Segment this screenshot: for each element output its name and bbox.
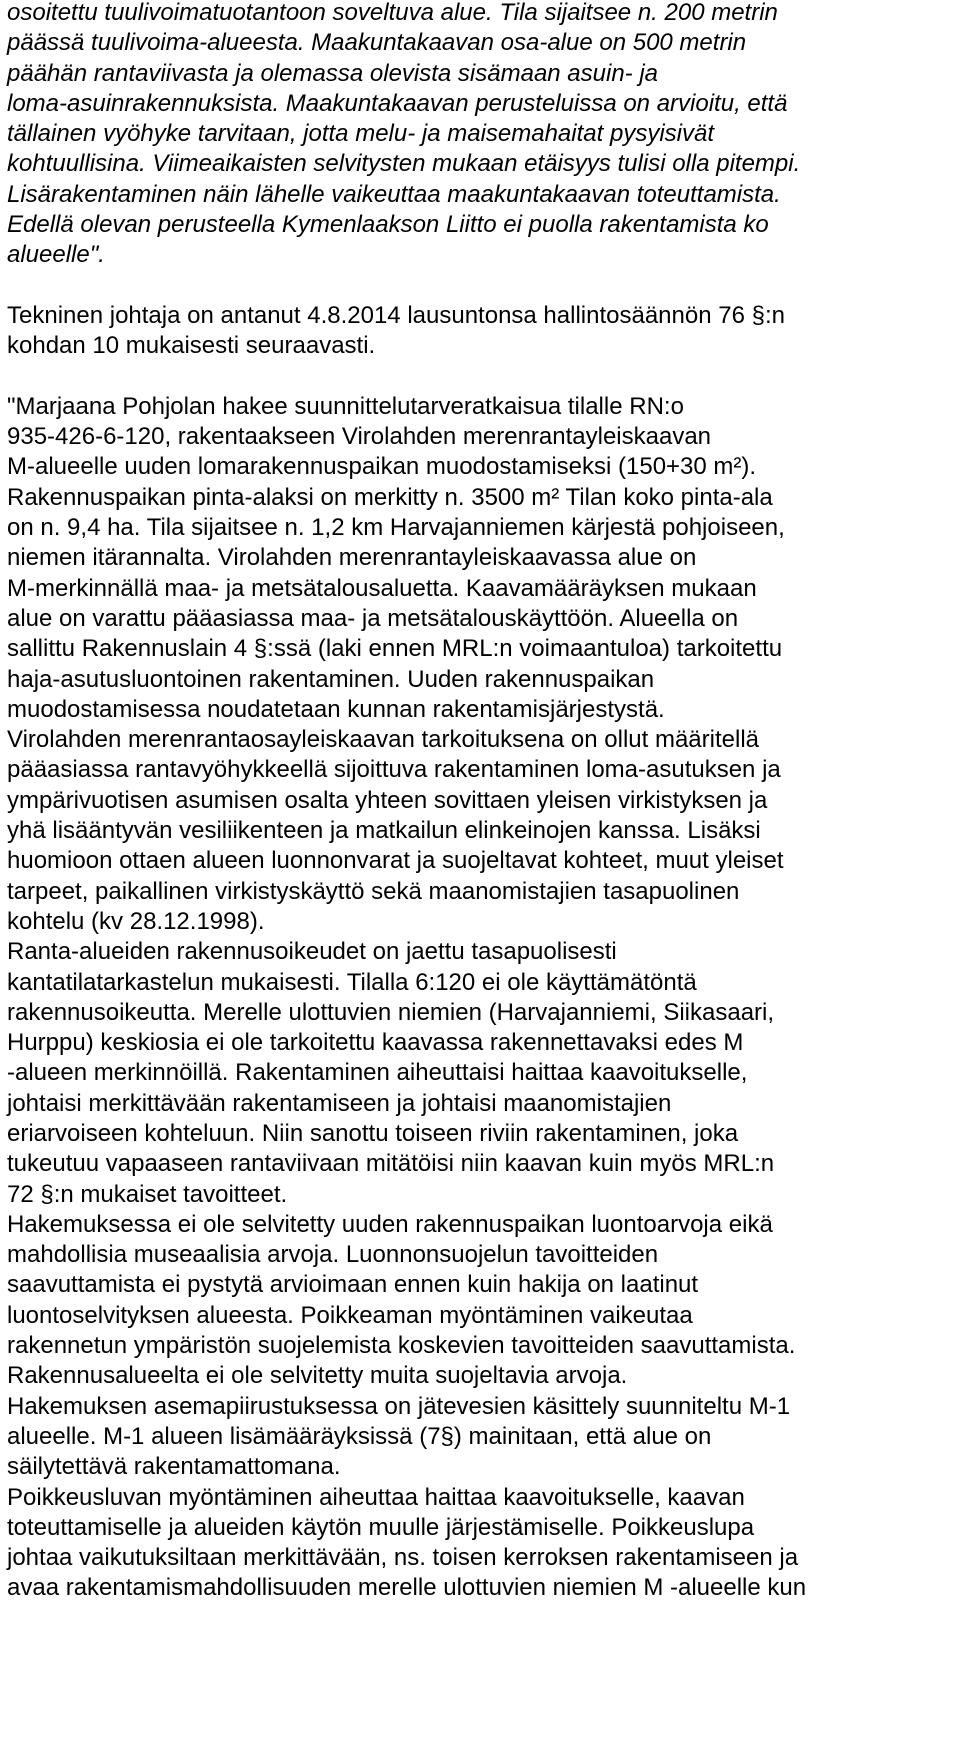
quoted-statement — [7, 0, 957, 271]
text-line: -alueen merkinnöillä. Rakentaminen aiheuttaisi haittaa kaavoitukselle, — [7, 1059, 748, 1087]
text-line: sallittu Rakennuslain 4 §:ssä (laki ennen MRL:n voimaantuloa) tarkoitettu — [7, 635, 783, 663]
text-line: Virolahden merenrantaosayleiskaavan tarkoituksena on ollut määritellä — [7, 726, 759, 754]
text-line: Hakemuksessa ei ole selvitetty uuden rakennuspaikan luontoarvoja eikä — [7, 1210, 773, 1238]
text-line: rakennetun ympäristön suojelemista koskevien tavoitteiden saavuttamista. — [7, 1332, 796, 1360]
text-line: niemen itärannalta. Virolahden merenrantayleiskaavassa alue on — [7, 544, 697, 572]
text-line: Lisärakentaminen näin lähelle vaikeuttaa maakuntakaavan toteuttamista. — [7, 180, 781, 208]
paragraph-gap — [7, 271, 957, 301]
text-line: pääasiassa rantavyöhykkeellä sijoittuva rakentaminen loma-asutuksen ja — [7, 756, 781, 784]
text-line: tukeutuu vapaaseen rantaviivaan mitätöisi niin kaavan kuin myös MRL:n — [7, 1150, 775, 1178]
text-line: alueelle. M-1 alueen lisämääräyksissä (7§) mainitaan, että alue on — [7, 1422, 712, 1450]
text-line: alueelle". — [7, 241, 105, 269]
text-line: päähän rantaviivasta ja olemassa olevista sisämaan asuin- ja — [7, 59, 659, 87]
text-line: M-merkinnällä maa- ja metsätalousaluetta. Kaavamääräyksen mukaan — [7, 574, 757, 602]
text-line: kantatilatarkastelun mukaisesti. Tilalla 6:120 ei ole käyttämätöntä — [7, 968, 697, 996]
text-line: päässä tuulivoima-alueesta. Maakuntakaavan osa-alue on 500 metrin — [7, 29, 747, 57]
text-line: Rakennuspaikan pinta-alaksi on merkitty n. 3500 m² Tilan koko pinta-ala — [7, 483, 773, 511]
text-line: mahdollisia museaalisia arvoja. Luonnonsuojelun tavoitteiden — [7, 1241, 659, 1269]
text-line: eriarvoiseen kohteluun. Niin sanottu toiseen riviin rakentaminen, joka — [7, 1119, 739, 1147]
text-line: kohtelu (kv 28.12.1998). — [7, 907, 265, 935]
text-line: yhä lisääntyvän vesiliikenteen ja matkailun elinkeinojen kanssa. Lisäksi — [7, 817, 761, 845]
text-line: 72 §:n mukaiset tavoitteet. — [7, 1180, 288, 1208]
text-line: kohdan 10 mukaisesti seuraavasti. — [7, 332, 376, 360]
text-line: saavuttamista ei pystytä arvioimaan ennen kuin hakija on laatinut — [7, 1271, 699, 1299]
text-line: 935-426-6-120, rakentaakseen Virolahden merenrantayleiskaavan — [7, 423, 712, 451]
text-line: haja-asutusluontoinen rakentaminen. Uuden rakennuspaikan — [7, 665, 655, 693]
text-line: M-alueelle uuden lomarakennuspaikan muodostamiseksi (150+30 m²). — [7, 453, 757, 481]
document-page — [7, 0, 957, 1604]
statement-body — [7, 392, 957, 1604]
text-line: on n. 9,4 ha. Tila sijaitsee n. 1,2 km Harvajanniemen kärjestä pohjoiseen, — [7, 514, 785, 542]
text-line: tarpeet, paikallinen virkistyskäyttö sekä maanomistajien tasapuolinen — [7, 877, 740, 905]
text-line: johtaa vaikutuksiltaan merkittävään, ns. toisen kerroksen rakentamiseen ja — [7, 1544, 799, 1572]
text-line: avaa rakentamismahdollisuuden merelle ulottuvien niemien M -alueelle kun — [7, 1574, 807, 1602]
text-line: luontoselvityksen alueesta. Poikkeaman myöntäminen vaikeutaa — [7, 1301, 693, 1329]
text-line: johtaisi merkittävään rakentamiseen ja johtaisi maanomistajien — [7, 1089, 672, 1117]
paragraph-gap — [7, 362, 957, 392]
text-line: ympärivuotisen asumisen osalta yhteen sovittaen yleisen virkistyksen ja — [7, 786, 768, 814]
text-line: osoitettu tuulivoimatuotantoon soveltuva alue. Tila sijaitsee n. 200 metrin — [7, 0, 778, 26]
text-line: Tekninen johtaja on antanut 4.8.2014 lausuntonsa hallintosäännön 76 §:n — [7, 301, 785, 329]
text-line: "Marjaana Pohjolan hakee suunnittelutarveratkaisua tilalle RN:o — [7, 392, 684, 420]
text-line: Poikkeusluvan myöntäminen aiheuttaa haittaa kaavoitukselle, kaavan — [7, 1483, 745, 1511]
text-line: tällainen vyöhyke tarvitaan, jotta melu- ja maisemahaitat pysyisivät — [7, 120, 714, 148]
text-line: Edellä olevan perusteella Kymenlaakson Liitto ei puolla rakentamista ko — [7, 211, 769, 239]
text-line: rakennusoikeutta. Merelle ulottuvien niemien (Harvajanniemi, Siikasaari, — [7, 998, 775, 1026]
text-line: Ranta-alueiden rakennusoikeudet on jaettu tasapuolisesti — [7, 938, 617, 966]
text-line: alue on varattu pääasiassa maa- ja metsätalouskäyttöön. Alueella on — [7, 604, 739, 632]
text-line: kohtuullisina. Viimeaikaisten selvitysten mukaan etäisyys tulisi olla pitempi. — [7, 150, 801, 178]
text-line: Rakennusalueelta ei ole selvitetty muita suojeltavia arvoja. — [7, 1362, 628, 1390]
intro-paragraph — [7, 301, 957, 362]
text-line: toteuttamiselle ja alueiden käytön muulle järjestämiselle. Poikkeuslupa — [7, 1513, 755, 1541]
text-line: loma-asuinrakennuksista. Maakuntakaavan perusteluissa on arvioitu, että — [7, 89, 788, 117]
text-line: Hakemuksen asemapiirustuksessa on jätevesien käsittely suunniteltu M-1 — [7, 1392, 791, 1420]
text-line: huomioon ottaen alueen luonnonvarat ja suojeltavat kohteet, muut yleiset — [7, 847, 784, 875]
text-line: Hurppu) keskiosia ei ole tarkoitettu kaavassa rakennettavaksi edes M — [7, 1029, 744, 1057]
text-line: säilytettävä rakentamattomana. — [7, 1453, 341, 1481]
text-line: muodostamisessa noudatetaan kunnan rakentamisjärjestystä. — [7, 695, 665, 723]
